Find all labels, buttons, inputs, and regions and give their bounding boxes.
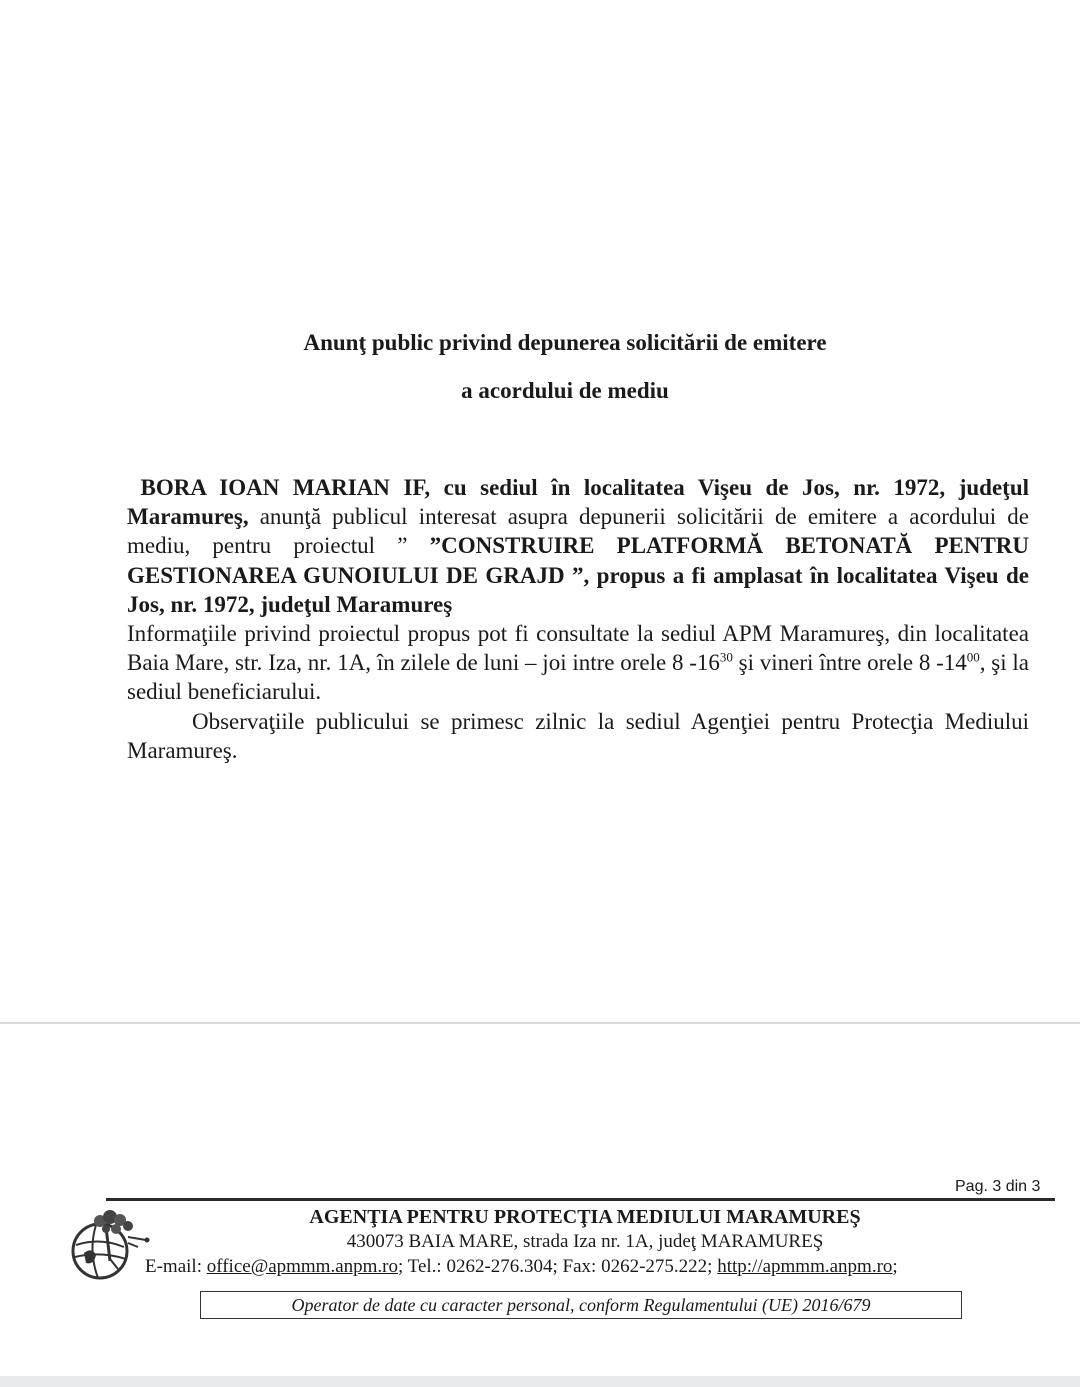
website-suffix: ;: [892, 1256, 898, 1277]
email-label: E-mail:: [145, 1256, 207, 1277]
announcement-title: Anunţ public privind depunerea solicitării de emitere: [303, 330, 827, 355]
info-superscript-1: 30: [719, 649, 733, 665]
project-name: ”CONSTRUIRE PLATFORMĂ BETONATĂ PENTRU GESTIONAREA GUNOIULUI DE GRAJD ”, propus a fi amplasat în localitatea Vişeu de Jos, nr. 1972, judeţul Maramureş: [127, 533, 1029, 617]
agency-logo-icon: [66, 1207, 152, 1283]
scan-bottom-band: [0, 1376, 1080, 1387]
company-name: BORA IOAN MARIAN IF, cu sediul în localitatea Vişeu de Jos, nr. 1972, judeţul Maramureş,: [127, 475, 1030, 530]
website-link[interactable]: http://apmmm.anpm.ro: [717, 1256, 893, 1277]
info-text-2: şi vineri între orele 8 -14: [732, 650, 967, 676]
agency-name: AGENŢIA PENTRU PROTECŢIA MEDIULUI MARAMUREŞ: [309, 1206, 861, 1228]
footer-rule: [106, 1198, 1055, 1201]
data-operator-note: Operator de date cu caracter personal, conform Regulamentului (UE) 2016/679: [200, 1291, 962, 1319]
info-superscript-2: 00: [966, 649, 980, 665]
scan-divider: [0, 1022, 1080, 1024]
announcement-subtitle: a acordului de mediu: [461, 378, 669, 403]
info-paragraph: [127, 619, 1029, 707]
info-text-3: , şi la sediul beneficiarului.: [127, 650, 1029, 705]
announcement-body: [127, 473, 1029, 765]
agency-address: 430073 BAIA MARE, strada Iza nr. 1A, judeţ MARAMUREŞ: [346, 1231, 824, 1252]
email-link[interactable]: office@apmmm.anpm.ro: [206, 1256, 398, 1277]
tel-fax: ; Tel.: 0262-276.304; Fax: 0262-275.222;: [398, 1256, 718, 1277]
announcement-paragraph: [127, 473, 1029, 619]
observations-paragraph: Observaţiile publicului se primesc zilnic la sediul Agenţiei pentru Protecţia Mediului Maramureş.: [127, 708, 1029, 763]
intro-text: anunţă publicul interesat asupra depunerii solicitării de emitere a acordului de mediu, pentru proiectul ”: [127, 504, 1029, 559]
contact-line: [145, 1256, 1025, 1278]
info-text-1: Informaţiile privind proiectul propus pot fi consultate la sediul APM Maramureş, din localitatea Baia Mare, str. Iza, nr. 1A, în zilele de luni – joi intre orele 8 -16: [127, 621, 1029, 676]
page-number: Pag. 3 din 3: [955, 1178, 1041, 1195]
